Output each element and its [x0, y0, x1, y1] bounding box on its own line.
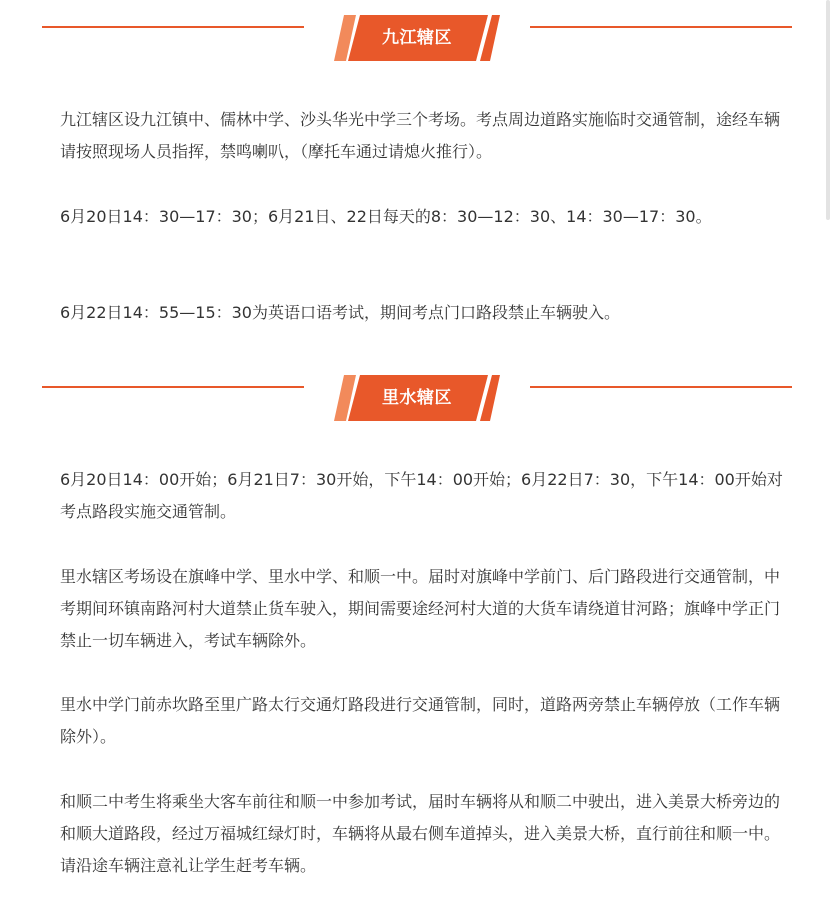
- paragraph: 和顺二中考生将乘坐大客车前往和顺一中参加考试，届时车辆将从和顺二中驶出，进入美景大桥旁边的和顺大道路段，经过万福城红绿灯时，车辆将从最右侧车道掉头，进入美景大桥，直行前往和顺一中。请沿途车辆注意礼让学生赶考车辆。: [60, 792, 781, 875]
- section-title: 里水辖区: [382, 388, 452, 408]
- header-divider-left: [42, 386, 304, 388]
- header-divider-left: [42, 26, 304, 28]
- paragraph: 6月20日14：30—17：30；6月21日、22日每天的8：30—12：30、14：30—17：30。: [60, 207, 712, 226]
- paragraph: 九江辖区设九江镇中、儒林中学、沙头华光中学三个考场。考点周边道路实施临时交通管制，途经车辆请按照现场人员指挥，禁鸣喇叭，（摩托车通过请熄火推行）。: [60, 110, 781, 161]
- section-title: 九江辖区: [382, 28, 452, 48]
- paragraph: 里水中学门前赤坎路至里广路太行交通灯路段进行交通管制，同时，道路两旁禁止车辆停放（工作车辆除外）。: [60, 695, 781, 746]
- section-header-jiujiang: [0, 15, 830, 61]
- scrollbar[interactable]: [826, 0, 830, 220]
- section-title-badge: [334, 375, 500, 421]
- section-header-lishui: [0, 375, 830, 421]
- paragraph: 里水辖区考场设在旗峰中学、里水中学、和顺一中。届时对旗峰中学前门、后门路段进行交通管制，中考期间环镇南路河村大道禁止货车驶入，期间需要途经河村大道的大货车请绕道甘河路；旗峰中学正门禁止一切车辆进入，考试车辆除外。: [60, 567, 781, 650]
- paragraph: 6月22日14：55—15：30为英语口语考试，期间考点门口路段禁止车辆驶入。: [60, 303, 620, 322]
- section-title-badge: [334, 15, 500, 61]
- header-divider-right: [530, 26, 792, 28]
- paragraph: 6月20日14：00开始；6月21日7：30开始，下午14：00开始；6月22日7：30，下午14：00开始对考点路段实施交通管制。: [60, 470, 783, 521]
- header-divider-right: [530, 386, 792, 388]
